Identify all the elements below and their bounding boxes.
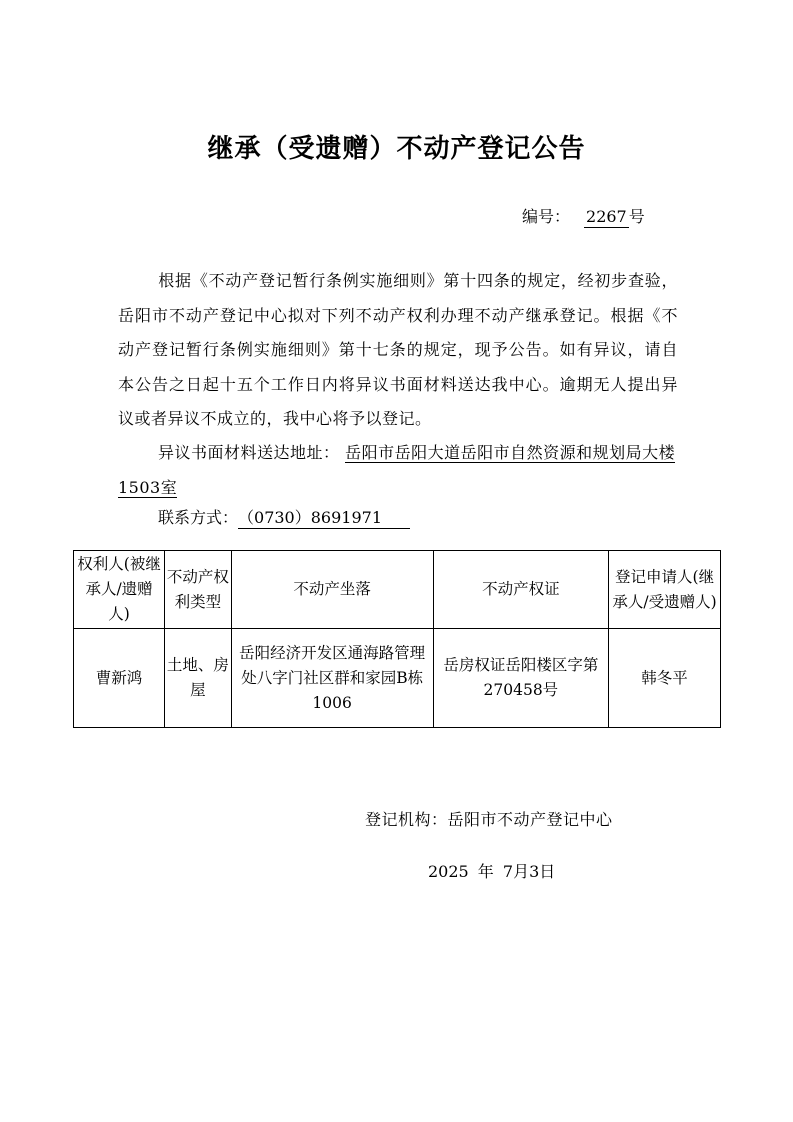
document-number-label: 编号：	[522, 207, 571, 226]
contact-value: （0730）8691971	[238, 508, 410, 529]
page-title: 继承（受遗赠）不动产登记公告	[207, 134, 586, 164]
cell-location: 岳阳经济开发区通海路管理处八字门社区群和家园B栋1006	[231, 629, 433, 728]
cell-applicant: 韩冬平	[609, 629, 721, 728]
objection-address-label: 异议书面材料送达地址：	[158, 443, 340, 462]
header-applicant: 登记申请人(继承人/受遗赠人)	[609, 551, 721, 629]
objection-address-value: 岳阳市岳阳大道岳阳市自然资源和规划局大楼1503室	[118, 443, 676, 497]
document-number-value: 2267	[586, 207, 627, 226]
announcement-date: 2025 年 7月3日	[428, 862, 556, 881]
header-owner: 权利人(被继承人/遗赠人)	[74, 551, 165, 629]
cell-owner: 曹新鸿	[74, 629, 165, 728]
cell-certificate: 岳房权证岳阳楼区字第270458号	[433, 629, 609, 728]
registration-agency	[365, 808, 613, 832]
announcement-text: 根据《不动产登记暂行条例实施细则》第十四条的规定，经初步查验，岳阳市不动产登记中心拟对下列不动产权利办理不动产继承登记。根据《不动产登记暂行条例实施细则》第十七条的规定，现予公告。如有异议，请自本公告之日起十五个工作日内将异议书面材料送达我中心。逾期无人提出异议或者异议不成立的，我中心将予以登记。	[118, 271, 678, 428]
contact-label: 联系方式：	[158, 508, 239, 527]
document-number-suffix: 号	[628, 207, 645, 226]
announcement-paragraph	[118, 264, 678, 437]
agency-name: 岳阳市不动产登记中心	[447, 810, 613, 829]
header-certificate: 不动产权证	[433, 551, 609, 629]
table-header-row	[74, 551, 721, 629]
table-row	[74, 629, 721, 728]
contact-info	[158, 504, 410, 532]
agency-label: 登记机构：	[365, 810, 448, 829]
document-number	[522, 205, 645, 229]
header-location: 不动产坐落	[231, 551, 433, 629]
header-right-type: 不动产权利类型	[165, 551, 232, 629]
cell-right-type: 土地、房屋	[165, 629, 232, 728]
objection-address	[118, 436, 678, 505]
property-rights-table	[73, 550, 721, 728]
